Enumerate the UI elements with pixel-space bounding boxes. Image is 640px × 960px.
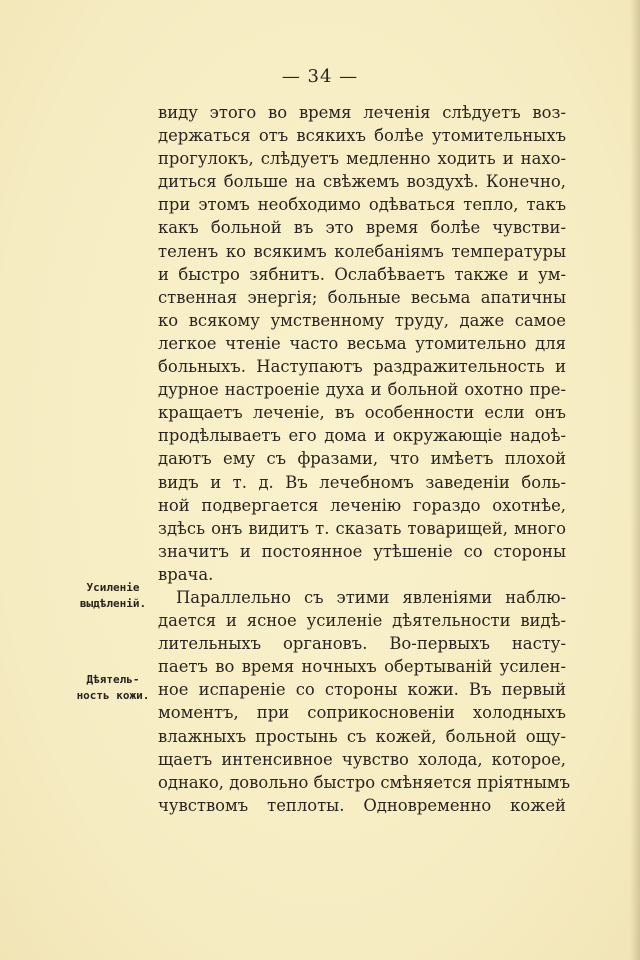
text-line: диться больше на свѣжемъ воздухѣ. Конечно,: [158, 172, 566, 192]
text-line: продѣлываетъ его дома и окружающіе надоѣ-: [158, 426, 566, 446]
text-line: кращаетъ леченіе, въ особенности если онъ: [158, 403, 566, 423]
text-line: ной подвергается леченію гораздо охотнѣе,: [158, 495, 566, 515]
text-line: врача.: [158, 564, 214, 584]
body-text: [158, 101, 571, 817]
margin-note-line: Дѣятель-: [86, 673, 140, 686]
text-line: прогулокъ, слѣдуетъ медленно ходить и нахо-: [158, 149, 566, 169]
text-line: ко всякому умственному труду, даже самое: [158, 310, 566, 330]
text-line: теленъ ко всякимъ колебаніямъ температуры: [158, 241, 566, 261]
text-line: влажныхъ простынь съ кожей, больной ощу-: [158, 726, 566, 746]
text-line: щаетъ интенсивное чувство холода, которое,: [158, 749, 566, 769]
text-line: какъ больной въ это время болѣе чувстви-: [158, 218, 566, 238]
text-line: держаться отъ всякихъ болѣе утомительныхъ: [158, 126, 566, 146]
margin-note-line: выдѣленій.: [79, 597, 147, 610]
text-line: ное испареніе со стороны кожи. Въ первый: [158, 680, 566, 700]
text-line: паетъ во время ночныхъ обертываній усилен-: [158, 657, 566, 677]
text-line: Параллельно съ этими явленіями наблю-: [176, 587, 566, 607]
text-line: дается и ясное усиленіе дѣятельности видѣ-: [158, 611, 566, 631]
text-line: и быстро зябнитъ. Ослабѣваетъ также и ум-: [158, 264, 566, 284]
page-edge-shadow: [630, 0, 640, 960]
text-line: видъ и т. д. Въ лечебномъ заведеніи боль-: [158, 472, 566, 492]
text-line: дурное настроеніе духа и больной охотно пре-: [158, 380, 566, 400]
text-line: лительныхъ органовъ. Во-первыхъ насту-: [158, 634, 566, 654]
margin-note-secretions: [70, 580, 156, 612]
text-line: моментъ, при соприкосновеніи холодныхъ: [158, 703, 566, 723]
margin-note-line: ность кожи.: [76, 689, 150, 702]
text-line: даютъ ему съ фразами, что имѣетъ плохой: [158, 449, 566, 469]
text-line: здѣсь онъ видитъ т. сказать товарищей, много: [158, 518, 566, 538]
margin-note-line: Усиленіе: [86, 581, 140, 594]
text-line: при этомъ необходимо одѣваться тепло, такъ: [158, 195, 566, 215]
text-line: легкое чтеніе часто весьма утомительно для: [158, 333, 566, 353]
text-line: больныхъ. Наступаютъ раздражительность и: [158, 357, 566, 377]
text-line: виду этого во время леченія слѣдуетъ воз-: [158, 103, 566, 122]
text-line: однако, довольно быстро смѣняется пріятнымъ: [158, 772, 571, 792]
text-line: значитъ и постоянное утѣшеніе со стороны: [158, 541, 566, 561]
margin-note-skin-activity: [70, 672, 156, 704]
text-line: ственная энергія; больные весьма апатичны: [158, 287, 566, 307]
text-line: чувствомъ теплоты. Одновременно кожей: [158, 795, 566, 815]
page-number: — 34 —: [281, 66, 359, 87]
